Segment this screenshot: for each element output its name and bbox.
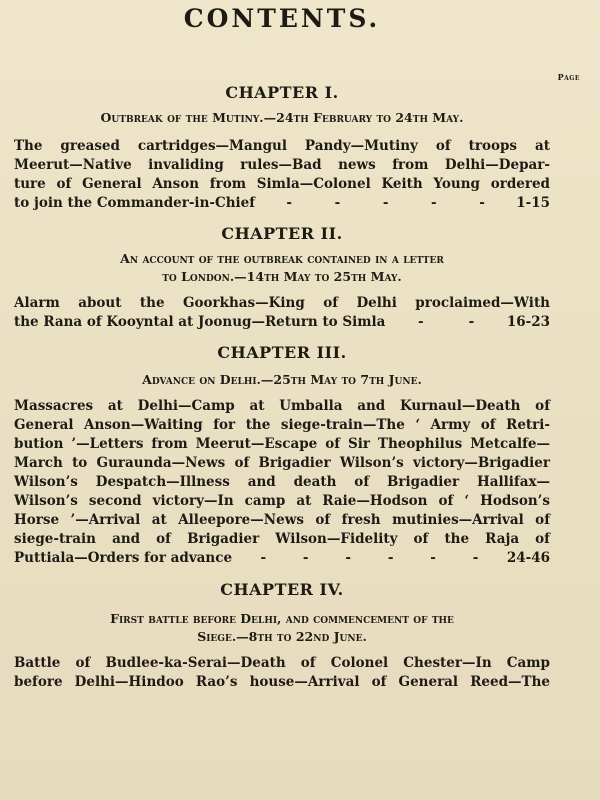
- summary-line: Wilson’s second victory—In camp at Raie—Hodson of ‘ Hodson’s: [14, 493, 550, 509]
- chapter-heading: CHAPTER I.: [225, 83, 339, 102]
- leader-dots: - - - - - -: [260, 550, 479, 566]
- chapter-subtitle: [14, 250, 550, 286]
- chapter-summary: [14, 137, 550, 213]
- summary-line: Massacres at Delhi—Camp at Umballa and Kurnaul—Death of: [14, 398, 550, 414]
- leader-dots: - -: [417, 314, 475, 330]
- summary-line: Horse ’—Arrival at Alleepore—News of fresh mutinies—Arrival of: [14, 512, 550, 528]
- summary-last-line: [14, 549, 550, 568]
- chapter-heading: CHAPTER III.: [217, 343, 347, 362]
- summary-line: The greased cartridges—Mangul Pandy—Mutiny of troops at: [14, 138, 550, 154]
- summary-line: March to Guraunda—News of Brigadier Wilson’s victory—Brigadier: [14, 455, 550, 471]
- chapter-1-entry: [14, 83, 550, 213]
- summary-line: ture of General Anson from Simla—Colonel Keith Young ordered: [14, 176, 550, 192]
- chapter-summary: [14, 294, 550, 332]
- summary-line: to join the Commander-in-Chief: [14, 195, 256, 211]
- chapter-2-entry: [14, 224, 550, 332]
- chapter-subtitle-line: First battle before Delhi, and commencement of the: [110, 611, 454, 626]
- page-range: 1-15: [516, 195, 550, 211]
- summary-line: the Rana of Kooyntal at Joonug—Return to Simla: [14, 314, 386, 330]
- summary-last-line: [14, 313, 550, 332]
- summary-line: siege-train and of Brigadier Wilson—Fidelity of the Raja of: [14, 531, 550, 547]
- chapter-summary: [14, 654, 550, 692]
- chapter-4-entry: [14, 580, 550, 692]
- summary-last-line: [14, 194, 550, 213]
- chapter-subtitle-text: Outbreak of the Mutiny.—24th February to 24th May.: [100, 110, 464, 125]
- page-column-label: Page: [557, 72, 580, 82]
- summary-line: bution ’—Letters from Meerut—Escape of Sir Theophilus Metcalfe—: [14, 436, 550, 452]
- summary-line: Battle of Budlee-ka-Serai—Death of Colonel Chester—In Camp: [14, 655, 550, 671]
- chapter-heading: CHAPTER II.: [221, 224, 343, 243]
- summary-line: Wilson’s Despatch—Illness and death of Brigadier Hallifax—: [14, 474, 550, 490]
- summary-line: before Delhi—Hindoo Rao’s house—Arrival of General Reed—The: [14, 674, 550, 690]
- page-range: 16-23: [506, 314, 550, 330]
- summary-line: Alarm about the Goorkhas—King of Delhi proclaimed—With: [14, 295, 550, 311]
- chapter-subtitle-line: Siege.—8th to 22nd June.: [197, 629, 367, 644]
- contents-title: CONTENTS.: [183, 4, 381, 33]
- chapter-summary: [14, 397, 550, 568]
- summary-line: Meerut—Native invaliding rules—Bad news from Delhi—Depar-: [14, 157, 550, 173]
- summary-line: General Anson—Waiting for the siege-train—The ‘ Army of Retri-: [14, 417, 550, 433]
- chapter-subtitle-line: An account of the outbreak contained in a letter: [120, 251, 444, 266]
- chapter-heading: CHAPTER IV.: [220, 580, 344, 599]
- chapter-subtitle: [14, 371, 550, 389]
- chapter-subtitle: [14, 109, 550, 127]
- chapter-3-entry: [14, 343, 550, 568]
- leader-dots: - - - - -: [286, 195, 485, 211]
- summary-line: Puttiala—Orders for advance: [14, 550, 233, 566]
- chapter-subtitle-line: to London.—14th May to 25th May.: [162, 269, 402, 284]
- chapter-subtitle: [14, 610, 550, 646]
- chapter-subtitle-text: Advance on Delhi.—25th May to 7th June.: [142, 372, 422, 387]
- page-range: 24-46: [506, 550, 550, 566]
